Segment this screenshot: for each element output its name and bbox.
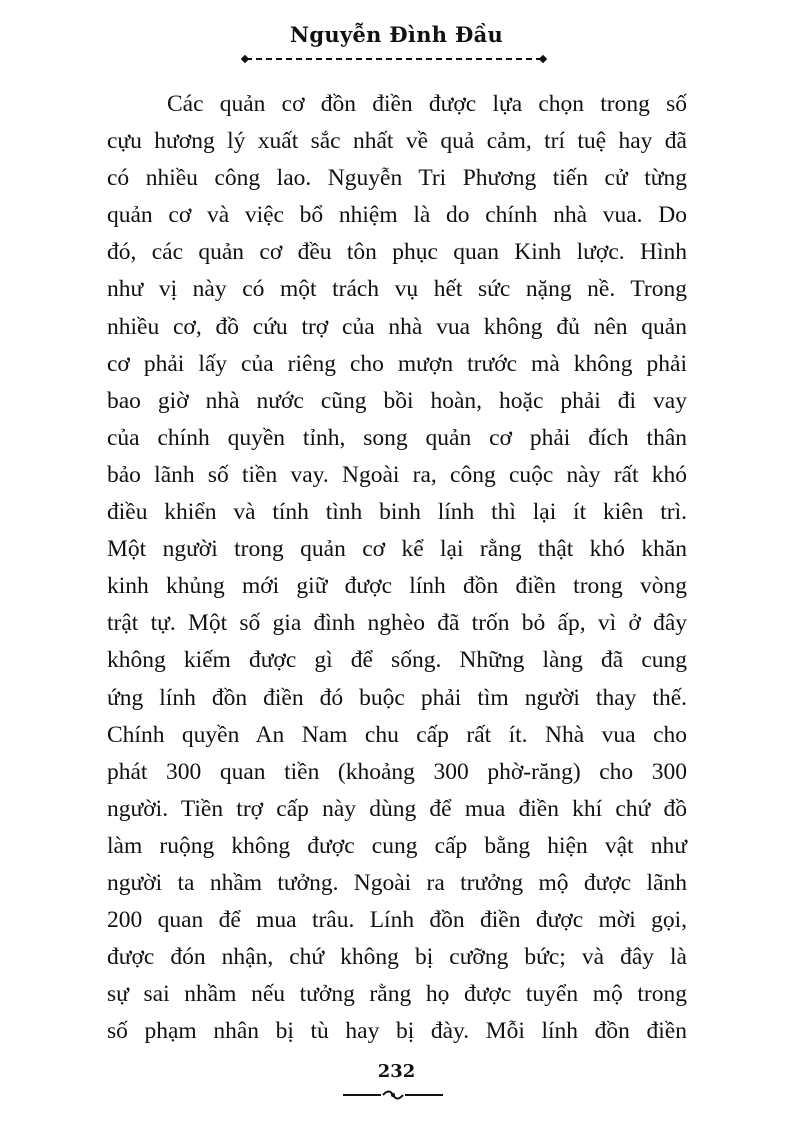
running-header-author: Nguyễn Đình Đầu bbox=[289, 22, 504, 47]
body-line: sự sai nhầm nếu tưởng rằng họ được tuyển mộ trong bbox=[107, 981, 687, 1008]
body-line: làm ruộng không được cung cấp bằng hiện vật như bbox=[107, 832, 687, 859]
body-line: kinh khủng mới giữ được lính đồn điền trong vòng bbox=[107, 573, 687, 600]
body-line: số phạm nhân bị tù hay bị đày. Mỗi lính đồn điền bbox=[107, 1018, 687, 1045]
body-line: Các quản cơ đồn điền được lựa chọn trong số bbox=[167, 91, 687, 117]
body-line: ứng lính đồn điền đó buộc phải tìm người thay thế. bbox=[107, 684, 687, 711]
body-line: trật tự. Một số gia đình nghèo đã trốn bỏ ấp, vì ở đây bbox=[107, 610, 687, 637]
body-line: cơ phải lấy của riêng cho mượn trước mà không phải bbox=[107, 350, 687, 377]
body-line: như vị này có một trách vụ hết sức nặng nề. Trong bbox=[107, 276, 687, 303]
body-line: bảo lãnh số tiền vay. Ngoài ra, công cuộc này rất khó bbox=[107, 461, 687, 488]
body-line: cựu hương lý xuất sắc nhất về quả cảm, trí tuệ hay đã bbox=[107, 128, 687, 155]
body-line: điều khiển và tính tình binh lính thì lại ít kiên trì. bbox=[107, 499, 687, 526]
body-line: Chính quyền An Nam chu cấp rất ít. Nhà vua cho bbox=[107, 721, 687, 748]
page-number: 232 bbox=[377, 1061, 416, 1082]
body-line: bao giờ nhà nước cũng bồi hoàn, hoặc phải đi vay bbox=[107, 387, 687, 414]
body-line: người. Tiền trợ cấp này dùng để mua điền khí chứ đồ bbox=[107, 795, 687, 822]
body-line: có nhiều công lao. Nguyễn Tri Phương tiến cử từng bbox=[107, 165, 687, 192]
body-line: Một người trong quản cơ kể lại rằng thật khó khăn bbox=[107, 536, 687, 563]
body-line: người ta nhầm tưởng. Ngoài ra trưởng mộ được lãnh bbox=[107, 869, 687, 896]
body-line: phát 300 quan tiền (khoảng 300 phờ-răng) cho 300 bbox=[107, 758, 687, 785]
body-line: nhiều cơ, đồ cứu trợ của nhà vua không đủ nên quản bbox=[107, 313, 687, 340]
body-line: quản cơ và việc bổ nhiệm là do chính nhà vua. Do bbox=[107, 202, 687, 229]
header-dashed-rule bbox=[246, 58, 542, 60]
body-line: đó, các quản cơ đều tôn phục quan Kinh lược. Hình bbox=[107, 239, 687, 266]
body-line: 200 quan để mua trâu. Lính đồn điền được mời gọi, bbox=[107, 907, 687, 934]
body-paragraph bbox=[107, 86, 687, 1050]
body-line: được đón nhận, chứ không bị cưỡng bức; và đây là bbox=[107, 944, 687, 971]
body-line: của chính quyền tỉnh, song quản cơ phải đích thân bbox=[107, 424, 687, 451]
body-line: không kiếm được gì để sống. Những làng đã cung bbox=[107, 647, 687, 674]
footer-ornament-icon bbox=[343, 1088, 443, 1102]
